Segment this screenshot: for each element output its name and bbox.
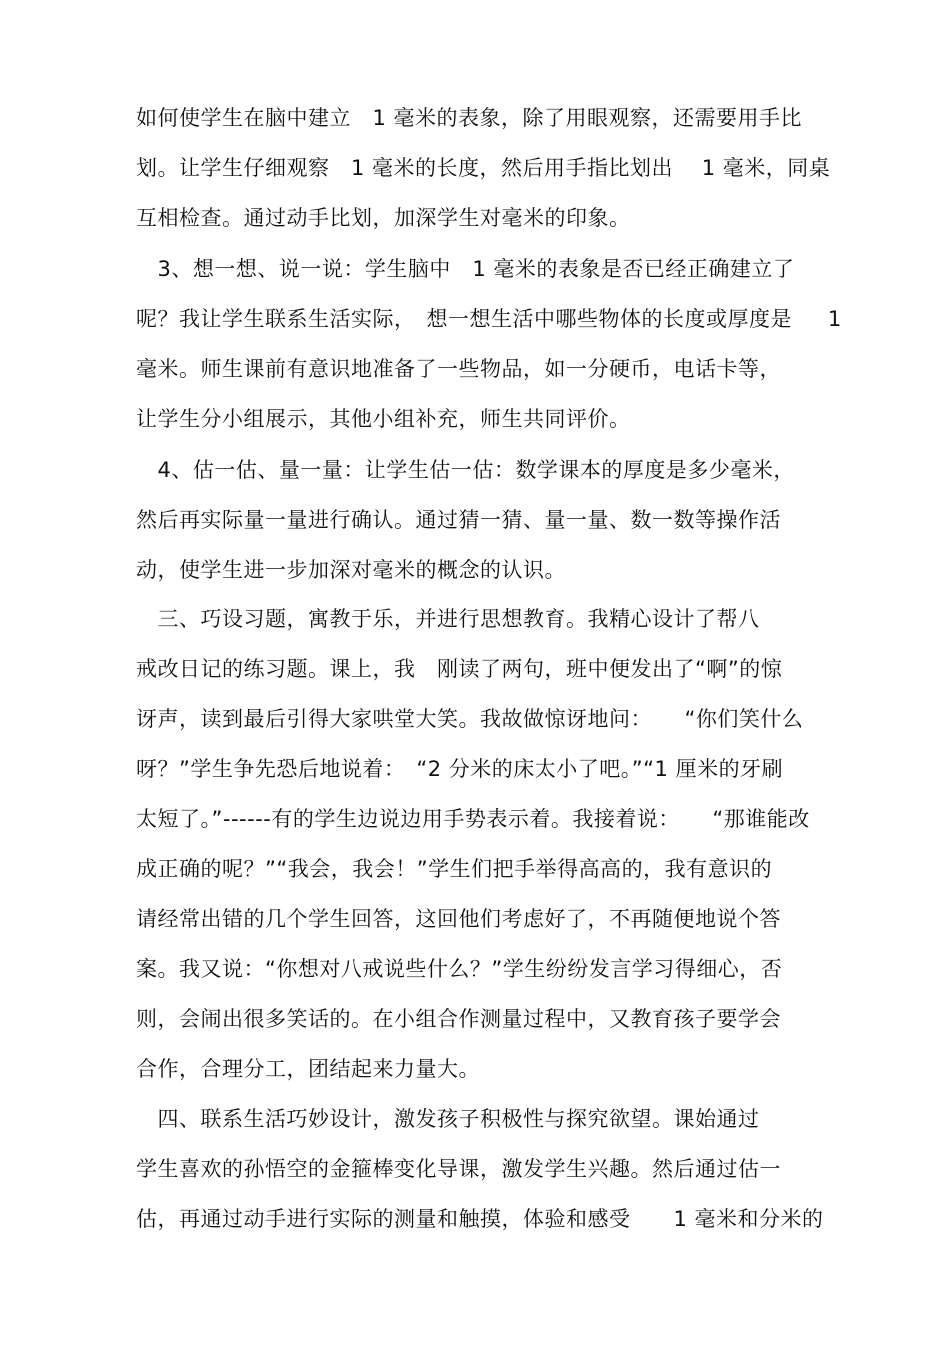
text-line: 呢？我让学生联系生活实际， 想一想生活中哪些物体的长度或厚度是 1: [136, 307, 842, 331]
text-line: 互相检查。通过动手比划，加深学生对毫米的印象。: [136, 206, 631, 230]
text-line: 请经常出错的几个学生回答，这回他们考虑好了，不再随便地说个答: [136, 907, 781, 931]
text-line: 讶声，读到最后引得大家哄堂大笑。我故做惊讶地问： “你们笑什么: [136, 707, 804, 731]
text-line: 三、巧设习题，寓教于乐，并进行思想教育。我精心设计了帮八: [136, 607, 760, 631]
text-line: 成正确的呢？”“我会，我会！”学生们把手举得高高的，我有意识的: [136, 857, 773, 881]
text-line: 毫米。师生课前有意识地准备了一些物品，如一分硬币，电话卡等，: [136, 357, 781, 381]
text-line: 合作，合理分工，团结起来力量大。: [136, 1057, 480, 1081]
text-line: 让学生分小组展示，其他小组补充，师生共同评价。: [136, 407, 631, 431]
text-line: 四、联系生活巧妙设计，激发孩子积极性与探究欲望。课始通过: [136, 1107, 760, 1131]
text-line: 然后再实际量一量进行确认。通过猜一猜、量一量、数一数等操作活: [136, 508, 781, 532]
text-line: 学生喜欢的孙悟空的金箍棒变化导课，激发学生兴趣。然后通过估一: [136, 1157, 781, 1181]
text-line: 划。让学生仔细观察 1 毫米的长度，然后用手指比划出 1 毫米，同桌: [136, 156, 831, 180]
text-line: 太短了。”------有的学生边说边用手势表示着。我接着说： “那谁能改: [136, 807, 810, 831]
text-line: 则，会闹出很多笑话的。在小组合作测量过程中，又教育孩子要学会: [136, 1007, 781, 1031]
text-line: 如何使学生在脑中建立 1 毫米的表象，除了用眼观察，还需要用手比: [136, 106, 803, 130]
text-line: 动，使学生进一步加深对毫米的概念的认识。: [136, 558, 566, 582]
text-line: 呀？”学生争先恐后地说着： “2 分米的床太小了吧。”“1 厘米的牙刷: [136, 757, 784, 781]
text-line: 4、估一估、量一量：让学生估一估：数学课本的厚度是多少毫米，: [136, 458, 795, 482]
text-line: 估，再通过动手进行实际的测量和触摸，体验和感受 1 毫米和分米的: [136, 1207, 824, 1231]
text-line: 案。我又说：“你想对八戒说些什么？”学生纷纷发言学习得细心，否: [136, 957, 783, 981]
text-line: 戒改日记的练习题。课上，我 刚读了两句，班中便发出了“啊”的惊: [136, 657, 783, 681]
text-line: 3、想一想、说一说：学生脑中 1 毫米的表象是否已经正确建立了: [136, 257, 795, 281]
